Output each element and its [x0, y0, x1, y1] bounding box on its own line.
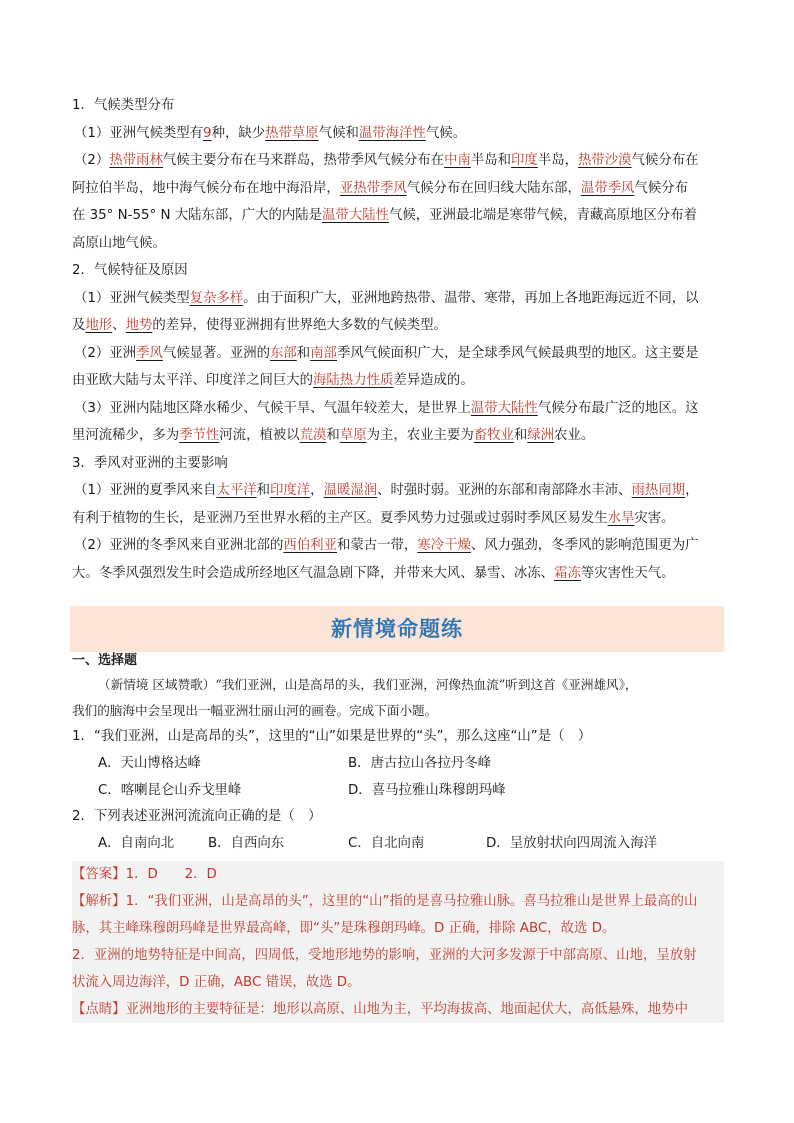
text-run: 气候分布在	[631, 153, 699, 168]
text-run: 有利于植物的生长，是亚洲乃至世界水稻的主产区。夏季风势力过强或过弱时季风区易发生	[72, 510, 608, 526]
text-run: 气候分布最广泛的地区。这	[537, 400, 699, 416]
answer-box	[72, 861, 724, 1023]
text-run: ，	[685, 483, 699, 498]
keyword-answer: 绿洲	[527, 428, 555, 443]
keyword-answer: 热带沙漠	[577, 153, 632, 168]
keyword-answer: 温带季风	[580, 180, 635, 196]
paragraph-line	[72, 175, 724, 203]
text-run: 及	[72, 318, 86, 333]
paragraph-line	[72, 120, 724, 148]
analysis-line: 脉，其主峰珠穆朗玛峰是世界最高峰，即“头”是珠穆朗玛峰。D 正确，排除 ABC，故选 D。	[72, 921, 616, 936]
keyword-answer: 地势	[125, 318, 153, 333]
keyword-answer: 东部	[270, 345, 297, 361]
tip-text: 亚洲地形的主要特征是：地形以高原、山地为主，平均海拔高、地面起伏大，高低悬殊，地势中	[125, 1002, 688, 1017]
text-run: 和	[256, 483, 270, 498]
keyword-answer: 西伯利亚	[283, 538, 337, 553]
text-run: （3）亚洲内陆地区降水稀少、气候干旱、气温年较差大，是世界上	[74, 400, 471, 416]
keyword-answer: 海陆热力性质	[313, 373, 394, 388]
section-title: 2．气候特征及原因	[72, 263, 188, 278]
keyword-answer: 太平洋	[216, 483, 257, 498]
section-heading: 一、选择题	[72, 653, 138, 668]
text-run: （1）亚洲气候类型	[74, 290, 190, 306]
text-run: 、风力强劲，冬季风的影响范围更为广	[470, 538, 699, 553]
text-run: 、	[112, 318, 126, 333]
paragraph-line	[72, 422, 724, 450]
keyword-answer: 中南	[444, 153, 471, 168]
text-run: 和	[326, 428, 340, 443]
banner-title: 新情境命题练	[331, 617, 463, 641]
option-a[interactable]: A．自南向北	[98, 836, 175, 851]
text-run: 半岛，	[537, 153, 578, 168]
text-run: 气候显著。亚洲的	[162, 345, 270, 361]
scenario-intro: （新情境 区域赞歌）“我们亚洲，山是高昂的头，我们亚洲，河像热血流”听到这首《亚洲雄风》，	[98, 677, 638, 692]
paragraph-line	[72, 285, 724, 313]
keyword-answer: 印度洋	[270, 483, 311, 498]
paragraph-line	[72, 395, 724, 423]
keyword-answer: 季风	[136, 345, 163, 361]
option-d[interactable]: D．喜马拉雅山珠穆朗玛峰	[348, 783, 506, 798]
text-run: 阿拉伯半岛，地中海气候分布在地中海沿岸，	[72, 180, 340, 196]
text-run: （2）	[74, 153, 110, 168]
analysis-tag: 【解析】	[72, 894, 126, 909]
keyword-answer: 温带大陆性	[470, 400, 538, 416]
paragraph-line	[72, 312, 724, 340]
text-run: 气候和	[318, 125, 359, 141]
paragraph-line	[72, 560, 724, 588]
keyword-answer: 霜冻	[554, 565, 581, 581]
keyword-answer: 地形	[85, 318, 113, 333]
text-run: 气候分布在回归线大陆东部，	[406, 180, 581, 196]
text-run: 气候分布	[634, 180, 688, 196]
paragraph-line	[72, 230, 724, 258]
keyword-answer: 温带大陆性	[322, 208, 389, 223]
text-run: 和蒙古一带，	[336, 538, 418, 553]
paragraph-line	[72, 532, 724, 560]
answer-tag: 【答案】	[72, 867, 126, 882]
paragraph-line	[72, 147, 724, 175]
keyword-answer: 印度	[511, 153, 538, 168]
text-run: 气候，亚洲最北端是寒带气候，青藏高原地区分布着	[389, 208, 697, 223]
question-stem: 2．下列表述亚洲河流流向正确的是（ ）	[72, 809, 322, 824]
text-run: 农业。	[554, 428, 595, 443]
keyword-answer: 温带海洋性	[358, 125, 426, 141]
text-run: （2）亚洲	[74, 345, 137, 361]
text-run: 为主，农业主要为	[366, 428, 474, 443]
text-run: 和	[296, 345, 311, 361]
keyword-answer: 热带草原	[265, 125, 319, 141]
keyword-answer: 9	[203, 125, 212, 141]
question-stem: 1．“我们亚洲，山是高昂的头”，这里的“山”如果是世界的“头”，那么这座“山”是（ ）	[72, 729, 592, 744]
keyword-answer: 荒漠	[299, 428, 327, 443]
option-c[interactable]: C．自北向南	[348, 836, 425, 851]
paragraph-line	[72, 340, 724, 368]
scenario-intro: 我们的脑海中会呈现出一幅亚洲壮丽山河的画卷。完成下面小题。	[72, 703, 438, 718]
option-c[interactable]: C．喀喇昆仑山乔戈里峰	[98, 783, 242, 798]
text-run: 等灾害性天气。	[580, 565, 675, 581]
text-run: 灾害。	[634, 510, 675, 526]
text-run: 种，缺少	[211, 125, 266, 141]
text-run: 。由于面积广大，亚洲地跨热带、温带、寒带，再加上各地距海远近不同，以	[243, 290, 699, 306]
keyword-answer: 季节性	[179, 428, 220, 443]
text-run: 气候主要分布在马来群岛，热带季风气候分布在	[162, 153, 445, 168]
text-run: ，	[310, 483, 324, 498]
text-run: 差异造成的。	[393, 373, 474, 388]
keyword-answer: 雨热同期	[631, 483, 686, 498]
option-d[interactable]: D．呈放射状向四周流入海洋	[486, 836, 657, 851]
section-title: 1．气候类型分布	[72, 98, 175, 113]
text-run: 气候。	[425, 125, 466, 141]
paragraph-line	[72, 367, 724, 395]
option-b[interactable]: B．自西向东	[208, 836, 285, 851]
paragraph-line	[72, 477, 724, 505]
analysis-line: 2．亚洲的地势特征是中间高，四周低，受地形地势的影响，亚洲的大河多发源于中部高原、山地，呈放射	[72, 948, 697, 963]
keyword-answer: 水旱	[607, 510, 635, 526]
analysis-line: 1．“我们亚洲，山是高昂的头”，这里的“山”指的是喜马拉雅山脉。喜马拉雅山是世界上最高的山	[125, 894, 698, 909]
text-run: 季风气候面积广大，是全球季风气候最典型的地区。这主要是	[336, 345, 699, 361]
keyword-answer: 热带雨林	[109, 153, 163, 168]
keyword-answer: 亚热带季风	[339, 180, 407, 196]
text-run: （1）亚洲气候类型有	[74, 125, 204, 141]
knowledge-notes	[72, 92, 724, 587]
keyword-answer: 南部	[310, 345, 337, 361]
option-a[interactable]: A．天山博格达峰	[98, 756, 201, 771]
text-run: 和	[513, 428, 528, 443]
text-run: 大。冬季风强烈发生时会造成所经地区气温急剧下降，并带来大风、暴雪、冰冻、	[72, 565, 555, 581]
text-run: （1）亚洲的夏季风来自	[74, 483, 217, 498]
keyword-answer: 温暖湿润	[323, 483, 378, 498]
analysis-line: 状流入周边海洋，D 正确，ABC 错误，故选 D。	[72, 975, 361, 990]
answer-text: 1．D 2．D	[125, 867, 217, 882]
text-run: （2）亚洲的冬季风来自亚洲北部的	[74, 538, 284, 553]
text-run: 由亚欧大陆与太平洋、印度洋之间巨大的	[72, 373, 314, 388]
keyword-answer: 复杂多样	[189, 290, 244, 306]
paragraph-line	[72, 202, 724, 230]
paragraph-line	[72, 505, 724, 533]
tip-tag: 【点睛】	[72, 1002, 126, 1017]
keyword-answer: 畜牧业	[473, 428, 514, 443]
question-options	[72, 750, 724, 777]
question-options	[72, 777, 724, 804]
section-banner	[70, 606, 724, 652]
text-run: 、时强时弱。亚洲的东部和南部降水丰沛、	[377, 483, 632, 498]
text-run: 半岛和	[470, 153, 512, 168]
text-run: 高原山地气候。	[72, 235, 166, 251]
section-title: 3．季风对亚洲的主要影响	[72, 455, 228, 471]
keyword-answer: 草原	[339, 428, 367, 443]
text-run: 里河流稀少，多为	[72, 428, 180, 443]
question-options	[72, 830, 724, 857]
keyword-answer: 寒冷干燥	[417, 538, 471, 553]
exercise-section	[72, 650, 724, 1023]
text-run: 的差异，使得亚洲拥有世界绝大多数的气候类型。	[152, 318, 447, 333]
text-run: 在 35° N-55° N 大陆东部，广大的内陆是	[72, 208, 323, 223]
text-run: 河流，植被以	[219, 428, 300, 443]
option-b[interactable]: B．唐古拉山各拉丹冬峰	[348, 756, 492, 771]
